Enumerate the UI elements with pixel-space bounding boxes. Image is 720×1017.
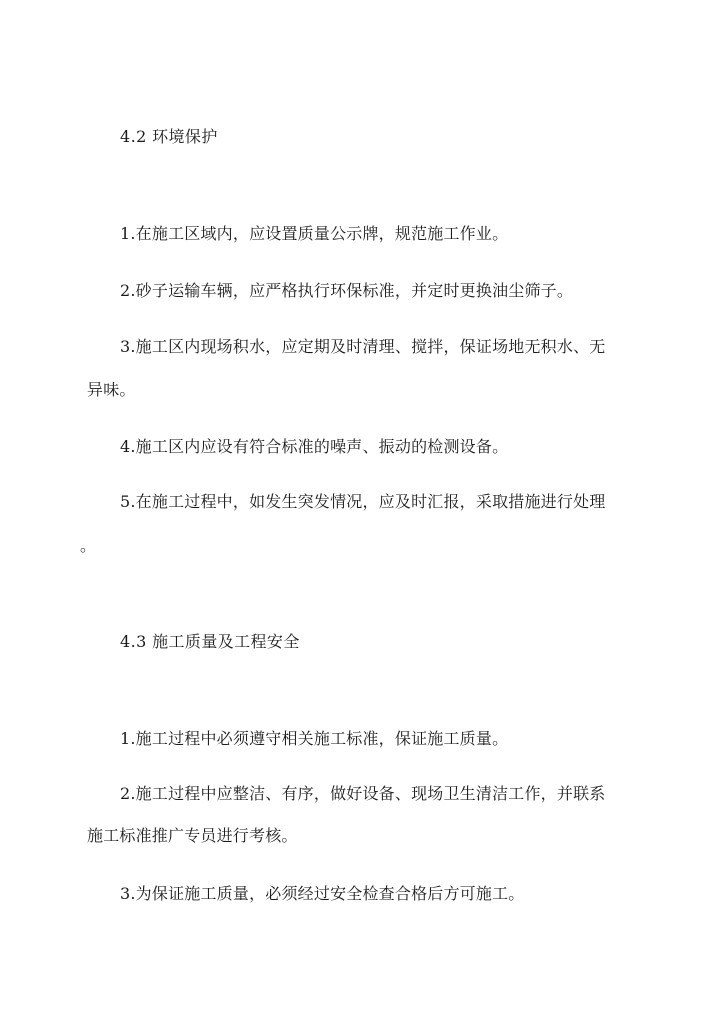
paragraph-line-continuation: 施工标准推广专员进行考核。 <box>87 826 298 845</box>
section-heading-construction-quality-safety: 4.3 施工质量及工程安全 <box>120 632 300 651</box>
section-heading-environmental-protection: 4.2 环境保护 <box>120 127 218 146</box>
paragraph-line: 3.为保证施工质量，必须经过安全检查合格后方可施工。 <box>120 884 525 903</box>
paragraph-line: 1.施工过程中必须遵守相关施工标准，保证施工质量。 <box>120 729 509 748</box>
paragraph-line: 2.施工过程中应整洁、有序，做好设备、现场卫生清洁工作，并联系 <box>120 784 606 803</box>
paragraph-line: 2.砂子运输车辆，应严格执行环保标准，并定时更换油尘筛子。 <box>120 281 574 300</box>
paragraph-line: 5.在施工过程中，如发生突发情况，应及时汇报，采取措施进行处理 <box>120 492 606 511</box>
paragraph-line: 4.施工区内应设有符合标准的噪声、振动的检测设备。 <box>120 437 509 456</box>
paragraph-line-continuation: 。 <box>80 536 97 555</box>
paragraph-line: 1.在施工区域内，应设置质量公示牌，规范施工作业。 <box>120 224 509 243</box>
paragraph-line: 3.施工区内现场积水，应定期及时清理、搅拌，保证场地无积水、无 <box>120 337 606 356</box>
paragraph-line-continuation: 异味。 <box>87 380 136 399</box>
